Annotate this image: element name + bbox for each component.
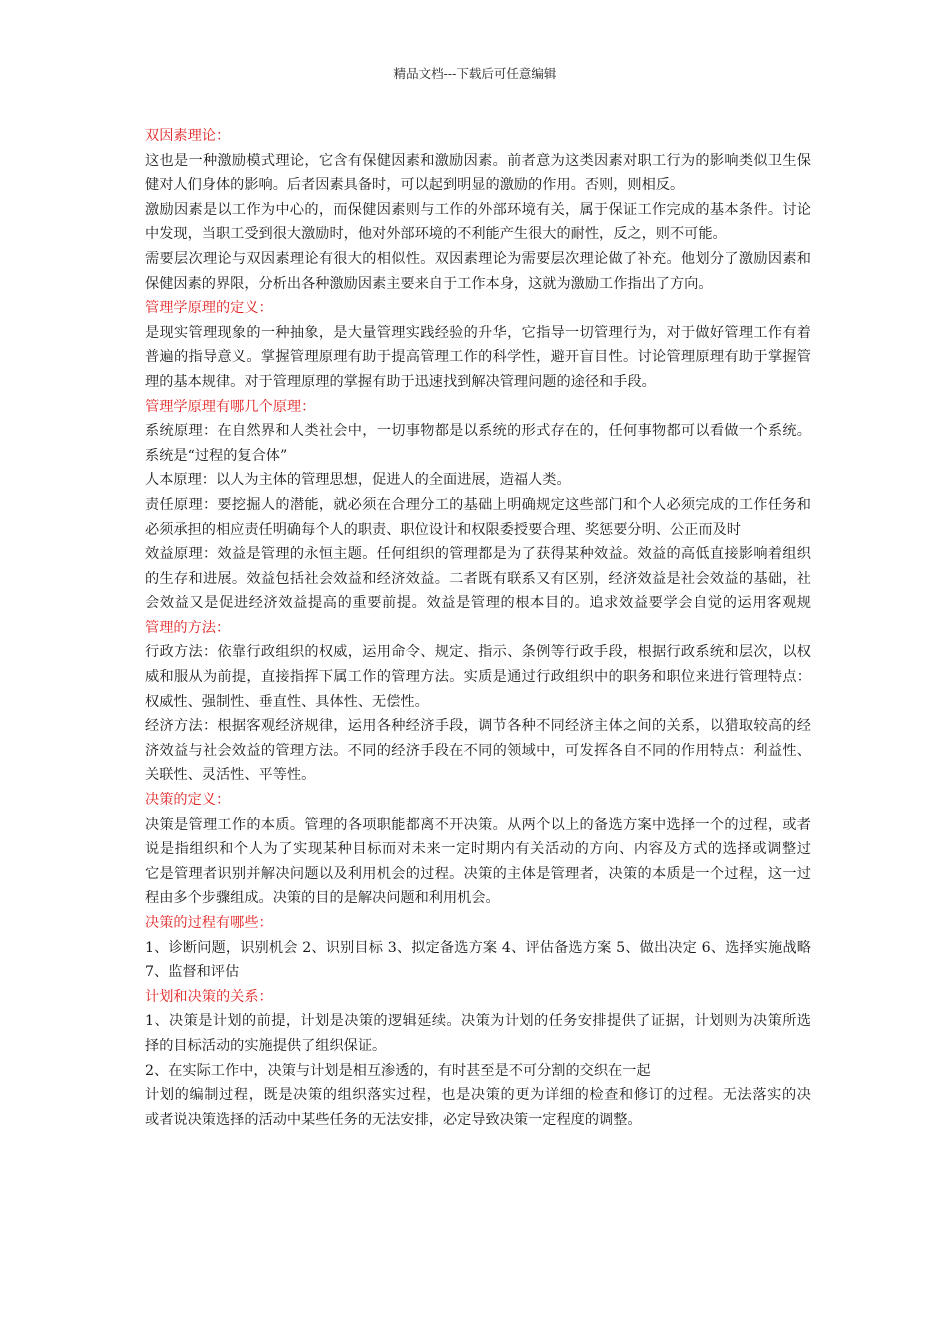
text-line: 2、在实际工作中，决策与计划是相互渗透的，有时甚至是不可分割的交织在一起 [145,1062,651,1079]
text-line: 保健因素的界限，分析出各种激励因素主要来自于工作本身，这就为激励工作指出了方向。 [145,275,713,292]
text-line: 关联性、灵活性、平等性。 [145,767,316,784]
text-line: 需要层次理论与双因素理论有很大的相似性。双因素理论为需要层次理论做了补充。他划分了激励因素和 [145,250,811,267]
text-line: 决策是管理工作的本质。管理的各项职能都离不开决策。从两个以上的备选方案中选择一个的过程，或者 [145,816,811,833]
section-heading: 决策的过程有哪些： [145,915,273,931]
text-line: 的生存和进展。效益包括社会效益和经济效益。二者既有联系又有区别，经济效益是社会效益的基础，社 [145,570,811,587]
section-heading: 管理学原理有哪几个原理： [145,398,316,415]
text-line: 这也是一种激励模式理论，它含有保健因素和激励因素。前者意为这类因素对职工行为的影响类似卫生保 [145,152,811,169]
text-line: 济效益与社会效益的管理方法。不同的经济手段在不同的领域中，可发挥各自不同的作用特点：利益性、 [145,742,811,759]
text-line: 计划的编制过程，既是决策的组织落实过程，也是决策的更为详细的检查和修订的过程。无法落实的决 [145,1087,811,1104]
document-body [145,124,811,1132]
text-line: 理的基本规律。对于管理原理的掌握有助于迅速找到解决管理问题的途径和手段。 [145,373,656,390]
text-line: 程由多个步骤组成。决策的目的是解决问题和利用机会。 [145,890,500,907]
page-header: 精品文档---下载后可任意编辑 [393,66,557,81]
text-line: 说是指组织和个人为了实现某种目标而对未来一定时期内有关活动的方向、内容及方式的选择或调整过 [145,841,811,858]
section-heading: 管理的方法： [145,619,231,636]
text-line: 择的目标活动的实施提供了组织保证。 [145,1037,387,1054]
text-line: 或者说决策选择的活动中某些任务的无法安排，必定导致决策一定程度的调整。 [145,1111,642,1128]
section-heading: 双因素理论： [145,128,231,144]
text-line: 责任原理：要挖掘人的潜能，就必须在合理分工的基础上明确规定这些部门和个人必须完成的工作任务和 [145,496,811,513]
text-line: 人本原理：以人为主体的管理思想，促进人的全面进展，造福人类。 [145,472,571,489]
text-line: 行政方法：依靠行政组织的权威，运用命令、规定、指示、条例等行政手段，根据行政系统和层次，以权 [145,644,811,661]
text-line: 激励因素是以工作为中心的，而保健因素则与工作的外部环境有关，属于保证工作完成的基本条件。讨论 [145,201,811,218]
text-line: 必须承担的相应责任明确每个人的职责、职位设计和权限委授要合理、奖惩要分明、公正而及时 [145,521,741,538]
text-line: 7、监督和评估 [145,964,240,981]
section-heading: 决策的定义： [145,792,231,809]
text-line: 健对人们身体的影响。后者因素具备时，可以起到明显的激励的作用。否则，则相反。 [145,177,685,194]
section-heading: 管理学原理的定义： [145,300,273,317]
text-line: 会效益又是促进经济效益提高的重要前提。效益是管理的根本目的。追求效益要学会自觉的运用客观规 [145,595,811,612]
text-line: 是现实管理现象的一种抽象，是大量管理实践经验的升华，它指导一切管理行为，对于做好管理工作有着 [145,324,811,341]
text-line: 中发现，当职工受到很大激励时，他对外部环境的不利能产生很大的耐性，反之，则不可能。 [145,226,727,243]
text-line: 权威性、强制性、垂直性、具体性、无偿性。 [145,693,429,710]
text-line: 系统是“过程的复合体” [145,447,288,464]
section-heading: 计划和决策的关系： [145,988,273,1005]
text-line: 威和服从为前提，直接指挥下属工作的管理方法。实质是通过行政组织中的职务和职位来进行管理特点： [145,669,811,686]
text-line: 效益原理：效益是管理的永恒主题。任何组织的管理都是为了获得某种效益。效益的高低直接影响着组织 [145,546,811,563]
text-line: 系统原理：在自然界和人类社会中，一切事物都是以系统的形式存在的，任何事物都可以看做一个系统。 [145,423,811,440]
text-line: 它是管理者识别并解决问题以及利用机会的过程。决策的主体是管理者，决策的本质是一个过程，这一过 [145,865,811,882]
text-line: 1、决策是计划的前提，计划是决策的逻辑延续。决策为计划的任务安排提供了证据，计划则为决策所选 [145,1013,811,1030]
text-line: 1、诊断问题，识别机会 2、识别目标 3、拟定备选方案 4、评估备选方案 5、做出决定 6、选择实施战略 [145,939,811,956]
text-line: 普遍的指导意义。掌握管理原理有助于提高管理工作的科学性，避开盲目性。讨论管理原理有助于掌握管 [145,349,811,366]
text-line: 经济方法：根据客观经济规律，运用各种经济手段，调节各种不同经济主体之间的关系，以猎取较高的经 [145,718,811,735]
